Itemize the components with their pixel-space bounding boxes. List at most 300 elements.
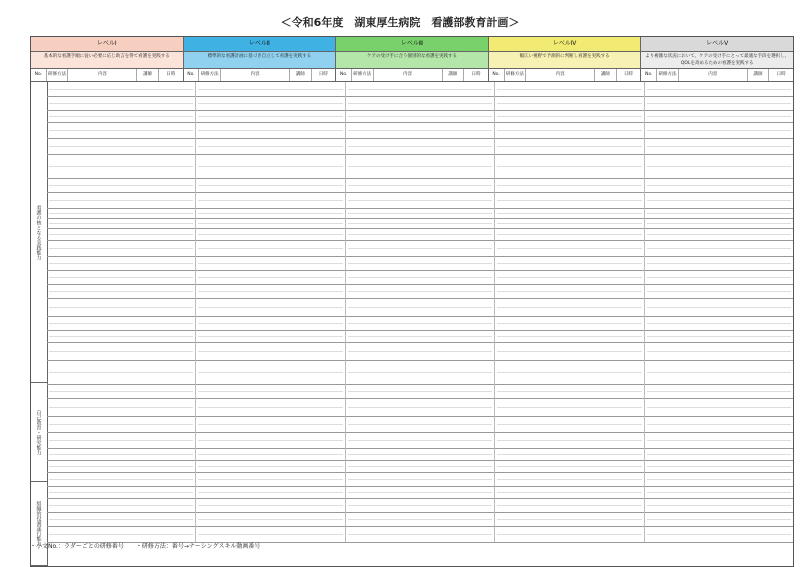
level-cell xyxy=(47,208,196,218)
level-cell xyxy=(645,298,793,316)
cell-divider xyxy=(198,234,342,235)
cell-divider xyxy=(198,248,342,249)
cell-divider xyxy=(497,351,641,352)
level-5-description: より複雑な状況において、ケアの受け手にとって最適な手段を選択し、QOLを高めるための看護を実践する xyxy=(641,52,793,68)
level-cell xyxy=(495,256,644,270)
level-cell xyxy=(495,298,644,316)
level-cell xyxy=(196,82,345,96)
level-cell xyxy=(196,138,345,154)
cell-divider xyxy=(647,213,791,214)
level-cell xyxy=(645,284,793,298)
cell-divider xyxy=(647,466,791,467)
cell-divider xyxy=(198,130,342,131)
level-cell xyxy=(495,342,644,360)
cell-divider xyxy=(49,519,193,520)
level-cell xyxy=(645,110,793,122)
level-cell xyxy=(196,240,345,256)
level-cell xyxy=(196,154,345,178)
cell-divider xyxy=(198,103,342,104)
level-cell xyxy=(47,284,196,298)
level-cell xyxy=(346,526,495,542)
table-body xyxy=(31,82,793,566)
cell-divider xyxy=(497,116,641,117)
level-cell xyxy=(196,316,345,330)
cell-divider xyxy=(348,391,492,392)
col-lecturer: 講師 xyxy=(290,69,312,81)
cell-divider xyxy=(647,479,791,480)
level-cell xyxy=(645,192,793,208)
level-cell xyxy=(346,284,495,298)
cell-divider xyxy=(49,200,193,201)
level-cell xyxy=(47,110,196,122)
cell-divider xyxy=(647,351,791,352)
col-content: 内容 xyxy=(374,69,443,81)
level-cell xyxy=(645,218,793,228)
level-cell xyxy=(495,316,644,330)
cell-divider xyxy=(49,185,193,186)
cell-divider xyxy=(198,263,342,264)
level-cell xyxy=(645,256,793,270)
cell-divider xyxy=(647,505,791,506)
level-2-header: レベルⅡ xyxy=(184,37,337,51)
cell-divider xyxy=(647,336,791,337)
cell-divider xyxy=(348,307,492,308)
cell-divider xyxy=(647,234,791,235)
level-cell xyxy=(196,218,345,228)
col-method: 研修方法 xyxy=(47,69,69,81)
cell-divider xyxy=(49,424,193,425)
level-cell xyxy=(196,342,345,360)
level-cell xyxy=(196,208,345,218)
level-cell xyxy=(47,178,196,192)
cell-divider xyxy=(49,277,193,278)
level-cell xyxy=(346,398,495,416)
level-cell xyxy=(495,82,644,96)
cell-divider xyxy=(198,89,342,90)
cell-divider xyxy=(198,479,342,480)
category-core-nursing: 看護の核となる実践能力 xyxy=(31,82,48,383)
level-cell xyxy=(196,178,345,192)
cell-divider xyxy=(49,505,193,506)
cell-divider xyxy=(198,307,342,308)
level-cell xyxy=(346,416,495,432)
cell-divider xyxy=(198,505,342,506)
cell-divider xyxy=(348,454,492,455)
level-cell xyxy=(346,486,495,498)
cell-divider xyxy=(49,336,193,337)
cell-divider xyxy=(497,505,641,506)
cell-divider xyxy=(647,200,791,201)
level-cell xyxy=(196,526,345,542)
level-1-description: 基本的な看護手順に従い必要に応じ助言を得て看護を実践する xyxy=(31,52,184,68)
cell-divider xyxy=(49,466,193,467)
cell-divider xyxy=(348,277,492,278)
level-cell xyxy=(346,122,495,138)
level-cell xyxy=(346,208,495,218)
cell-divider xyxy=(647,103,791,104)
level-cell xyxy=(645,384,793,398)
level-cell xyxy=(346,432,495,448)
cell-divider xyxy=(198,454,342,455)
cell-divider xyxy=(198,391,342,392)
col-method: 研修方法 xyxy=(199,69,221,81)
table-row xyxy=(47,270,793,285)
table-row xyxy=(47,240,793,257)
level-4-header: レベルⅣ xyxy=(489,37,642,51)
col-method: 研修方法 xyxy=(352,69,374,81)
cell-divider xyxy=(49,130,193,131)
level-cell xyxy=(196,498,345,512)
level-cell xyxy=(47,138,196,154)
cell-divider xyxy=(647,89,791,90)
level-cell xyxy=(346,512,495,526)
cell-divider xyxy=(647,391,791,392)
table-row xyxy=(47,178,793,193)
cell-divider xyxy=(348,130,492,131)
cell-divider xyxy=(497,492,641,493)
level-cell xyxy=(47,512,196,526)
table-row xyxy=(47,256,793,271)
level-cell xyxy=(196,448,345,460)
level-cell xyxy=(47,526,196,542)
cell-divider xyxy=(49,307,193,308)
cell-divider xyxy=(497,323,641,324)
col-lecturer: 講師 xyxy=(748,69,770,81)
cell-divider xyxy=(647,372,791,373)
cell-divider xyxy=(647,323,791,324)
level-cell xyxy=(346,448,495,460)
cell-divider xyxy=(198,323,342,324)
level-cell xyxy=(47,498,196,512)
level-cell xyxy=(346,138,495,154)
col-lecturer: 講師 xyxy=(137,69,159,81)
cell-divider xyxy=(647,440,791,441)
level-cell xyxy=(47,330,196,342)
cell-divider xyxy=(198,185,342,186)
cell-divider xyxy=(497,103,641,104)
cell-divider xyxy=(647,146,791,147)
level-cell xyxy=(196,96,345,110)
level-cell xyxy=(47,398,196,416)
cell-divider xyxy=(348,519,492,520)
level-3-description: ケアの受け手に合う個別的な看護を実践する xyxy=(336,52,489,68)
table-row xyxy=(47,316,793,331)
table-row xyxy=(47,432,793,449)
level-cell xyxy=(346,498,495,512)
cell-divider xyxy=(647,277,791,278)
level-cell xyxy=(47,218,196,228)
level-cell xyxy=(645,316,793,330)
cell-divider xyxy=(198,146,342,147)
cell-divider xyxy=(348,200,492,201)
level-3-columns xyxy=(336,69,489,81)
cell-divider xyxy=(647,534,791,535)
level-cell xyxy=(645,416,793,432)
cell-divider xyxy=(497,372,641,373)
level-cell xyxy=(495,154,644,178)
cell-divider xyxy=(348,424,492,425)
level-cell xyxy=(645,228,793,240)
level-cell xyxy=(495,416,644,432)
level-cell xyxy=(645,512,793,526)
cell-divider xyxy=(348,336,492,337)
cell-divider xyxy=(198,213,342,214)
cell-divider xyxy=(497,307,641,308)
level-cell xyxy=(645,240,793,256)
level-cell xyxy=(346,460,495,472)
cell-divider xyxy=(198,351,342,352)
level-cell xyxy=(495,526,644,542)
level-cell xyxy=(495,384,644,398)
level-2-description: 標準的な看護計画に基づき自立して看護を実践する xyxy=(184,52,337,68)
level-cell xyxy=(47,228,196,240)
level-cell xyxy=(346,110,495,122)
level-cell xyxy=(196,284,345,298)
level-cell xyxy=(47,472,196,486)
level-cell xyxy=(196,270,345,284)
level-cell xyxy=(495,398,644,416)
level-cell xyxy=(346,316,495,330)
table-row xyxy=(47,122,793,139)
cell-divider xyxy=(198,372,342,373)
level-cell xyxy=(196,432,345,448)
level-description-row xyxy=(31,51,793,68)
cell-divider xyxy=(497,263,641,264)
cell-divider xyxy=(348,351,492,352)
level-cell xyxy=(495,330,644,342)
cell-divider xyxy=(348,103,492,104)
level-cell xyxy=(47,416,196,432)
level-cell xyxy=(346,154,495,178)
level-cell xyxy=(495,284,644,298)
cell-divider xyxy=(497,166,641,167)
level-cell xyxy=(645,342,793,360)
table-row xyxy=(47,472,793,487)
level-5-header: レベルⅤ xyxy=(641,37,793,51)
cell-divider xyxy=(49,291,193,292)
level-cell xyxy=(645,460,793,472)
col-no: No. xyxy=(184,69,200,81)
level-cell xyxy=(645,526,793,542)
level-1-columns xyxy=(31,69,184,81)
level-cell xyxy=(346,360,495,384)
level-cell xyxy=(346,298,495,316)
level-cell xyxy=(47,82,196,96)
level-cell xyxy=(196,512,345,526)
cell-divider xyxy=(497,336,641,337)
level-cell xyxy=(346,96,495,110)
level-cell xyxy=(346,192,495,208)
level-cell xyxy=(196,472,345,486)
cell-divider xyxy=(497,248,641,249)
level-cell xyxy=(495,512,644,526)
level-cell xyxy=(645,82,793,96)
col-date: 日時 xyxy=(624,72,634,77)
cell-divider xyxy=(348,492,492,493)
cell-divider xyxy=(497,466,641,467)
level-cell xyxy=(47,256,196,270)
cell-divider xyxy=(49,351,193,352)
cell-divider xyxy=(348,146,492,147)
level-cell xyxy=(196,298,345,316)
level-cell xyxy=(495,228,644,240)
cell-divider xyxy=(49,166,193,167)
level-cell xyxy=(196,330,345,342)
level-4-description: 幅広い視野で予測的に判断し看護を実践する xyxy=(489,52,642,68)
cell-divider xyxy=(647,130,791,131)
level-cell xyxy=(495,218,644,228)
cell-divider xyxy=(497,519,641,520)
cell-divider xyxy=(49,479,193,480)
level-4-columns xyxy=(489,69,642,81)
level-cell xyxy=(196,256,345,270)
level-cell xyxy=(346,342,495,360)
cell-divider xyxy=(348,534,492,535)
col-date: 日時 xyxy=(318,72,328,77)
cell-divider xyxy=(348,89,492,90)
table-row xyxy=(47,298,793,317)
cell-divider xyxy=(348,116,492,117)
level-cell xyxy=(495,460,644,472)
level-cell xyxy=(196,122,345,138)
cell-divider xyxy=(647,223,791,224)
cell-divider xyxy=(348,372,492,373)
level-cell xyxy=(196,228,345,240)
cell-divider xyxy=(198,519,342,520)
level-cell xyxy=(47,316,196,330)
level-3-header: レベルⅢ xyxy=(336,37,489,51)
page-title: ＜令和6年度 湖東厚生病院 看護部教育計画＞ xyxy=(280,16,520,29)
level-cell xyxy=(47,122,196,138)
level-cell xyxy=(196,416,345,432)
cell-divider xyxy=(49,534,193,535)
cell-divider xyxy=(49,116,193,117)
cell-divider xyxy=(348,185,492,186)
cell-divider xyxy=(348,166,492,167)
cell-divider xyxy=(49,223,193,224)
level-cell xyxy=(645,208,793,218)
cell-divider xyxy=(49,89,193,90)
cell-divider xyxy=(49,492,193,493)
table-row xyxy=(47,498,793,513)
table-row xyxy=(47,96,793,111)
level-cell xyxy=(47,384,196,398)
level-cell xyxy=(495,472,644,486)
col-lecturer: 講師 xyxy=(595,69,617,81)
level-cell xyxy=(495,448,644,460)
level-cell xyxy=(196,460,345,472)
table-row xyxy=(47,512,793,527)
level-cell xyxy=(495,498,644,512)
cell-divider xyxy=(647,185,791,186)
level-cell xyxy=(47,154,196,178)
cell-divider xyxy=(198,407,342,408)
cell-divider xyxy=(647,263,791,264)
cell-divider xyxy=(198,424,342,425)
cell-divider xyxy=(497,407,641,408)
level-cell xyxy=(645,178,793,192)
col-method: 研修方法 xyxy=(505,69,527,81)
cell-divider xyxy=(49,213,193,214)
category-organizational-role: 組織的役割遂行能力 xyxy=(31,482,48,566)
level-cell xyxy=(495,360,644,384)
col-content: 内容 xyxy=(221,69,290,81)
table-row xyxy=(47,342,793,361)
col-date: 日時 xyxy=(471,72,481,77)
col-no: No. xyxy=(336,69,352,81)
level-cell xyxy=(196,360,345,384)
level-cell xyxy=(645,486,793,498)
level-cell xyxy=(495,240,644,256)
col-no: No. xyxy=(641,69,657,81)
cell-divider xyxy=(348,505,492,506)
level-cell xyxy=(346,472,495,486)
level-cell xyxy=(196,398,345,416)
cell-divider xyxy=(348,213,492,214)
level-cell xyxy=(346,240,495,256)
level-cell xyxy=(495,208,644,218)
level-cell xyxy=(346,384,495,398)
cell-divider xyxy=(348,323,492,324)
cell-divider xyxy=(348,248,492,249)
cell-divider xyxy=(198,466,342,467)
cell-divider xyxy=(198,200,342,201)
level-cell xyxy=(495,110,644,122)
level-cell xyxy=(645,154,793,178)
col-date: 日時 xyxy=(166,72,176,77)
cell-divider xyxy=(497,223,641,224)
cell-divider xyxy=(348,407,492,408)
cell-divider xyxy=(49,440,193,441)
cell-divider xyxy=(348,223,492,224)
level-cell xyxy=(645,330,793,342)
cell-divider xyxy=(497,454,641,455)
level-cell xyxy=(645,270,793,284)
cell-divider xyxy=(647,492,791,493)
cell-divider xyxy=(497,424,641,425)
cell-divider xyxy=(497,185,641,186)
level-2-columns xyxy=(184,69,337,81)
cell-divider xyxy=(49,454,193,455)
level-cell xyxy=(346,256,495,270)
education-plan-table xyxy=(30,36,794,567)
level-cell xyxy=(47,270,196,284)
cell-divider xyxy=(348,234,492,235)
cell-divider xyxy=(647,291,791,292)
cell-divider xyxy=(497,277,641,278)
cell-divider xyxy=(497,534,641,535)
level-cell xyxy=(495,96,644,110)
level-cell xyxy=(645,498,793,512)
level-cell xyxy=(495,270,644,284)
level-cell xyxy=(346,270,495,284)
cell-divider xyxy=(497,291,641,292)
cell-divider xyxy=(647,519,791,520)
table-row xyxy=(47,192,793,209)
cell-divider xyxy=(348,466,492,467)
cell-divider xyxy=(647,454,791,455)
footnote: ・小文No.：ラダーごとの研修番号 ・研修方法：番号→ナーシングスキル動画番号 xyxy=(30,543,261,550)
cell-divider xyxy=(49,103,193,104)
col-no: No. xyxy=(489,69,505,81)
level-cell xyxy=(495,178,644,192)
col-date: 日時 xyxy=(776,72,786,77)
level-cell xyxy=(196,384,345,398)
cell-divider xyxy=(497,479,641,480)
cell-divider xyxy=(198,534,342,535)
cell-divider xyxy=(198,166,342,167)
level-cell xyxy=(495,138,644,154)
